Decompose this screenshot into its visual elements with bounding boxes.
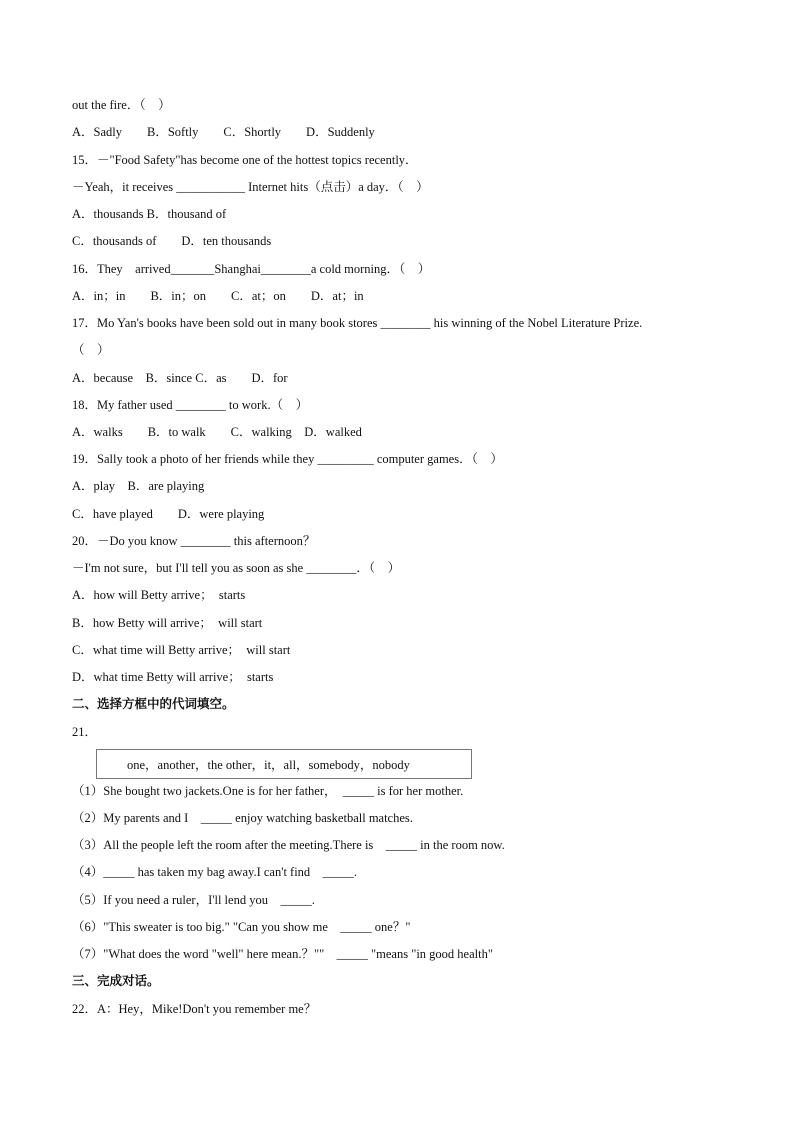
- q17-bracket: （ ）: [72, 343, 110, 357]
- q20-stem: 20．－Do you know ________ this afternoon？: [72, 534, 316, 548]
- q15-stem: 15．－"Food Safety"has become one of the hottest topics recently．: [72, 153, 418, 167]
- q16-stem: 16．They arrived_______Shanghai________a cold morning．（ ）: [72, 262, 431, 276]
- q20-option-c: C．what time will Betty arrive； will start: [72, 643, 291, 657]
- q20-option-d: D．what time Betty will arrive； starts: [72, 670, 274, 684]
- q15-options-cd: C．thousands of D．ten thousands: [72, 234, 272, 248]
- q21-number: 21．: [72, 725, 98, 739]
- q21-item-2: （2）My parents and I _____ enjoy watching basketball matches.: [72, 811, 413, 825]
- q21-item-1: （1）She bought two jackets.One is for her father， _____ is for her mother.: [72, 784, 464, 798]
- q21-item-5: （5）If you need a ruler，I'll lend you _____.: [72, 893, 315, 907]
- q15-options-ab: A．thousands B．thousand of: [72, 207, 227, 221]
- q20-option-b: B．how Betty will arrive； will start: [72, 616, 263, 630]
- q20-response: －I'm not sure，but I'll tell you as soon as she ________．（ ）: [72, 561, 401, 575]
- section-3-heading: 三、完成对话。: [72, 973, 160, 988]
- q16-options: A．in；in B．in；on C．at；on D．at；in: [72, 289, 364, 303]
- q21-item-3: （3）All the people left the room after the meeting.There is _____ in the room now.: [72, 838, 505, 852]
- q19-options-cd: C．have played D．were playing: [72, 507, 265, 521]
- q18-stem: 18．My father used ________ to work.（ ）: [72, 398, 309, 412]
- q14-options: A．Sadly B．Softly C．Shortly D．Suddenly: [72, 125, 375, 139]
- q14-line-end: out the fire．（ ）: [72, 98, 171, 112]
- section-2-heading: 二、选择方框中的代词填空。: [72, 696, 235, 711]
- q17-options: A．because B．since C．as D．for: [72, 371, 288, 385]
- q21-item-4: （4）_____ has taken my bag away.I can't find _____.: [72, 865, 358, 879]
- q15-response: －Yeah，it receives ___________ Internet hits（点击）a day．（ ）: [72, 180, 429, 194]
- q20-option-a: A．how will Betty arrive； starts: [72, 588, 246, 602]
- q22-line: 22．A：Hey，Mike!Don't you remember me？: [72, 1002, 317, 1016]
- q19-stem: 19．Sally took a photo of her friends while they _________ computer games．（ ）: [72, 452, 503, 466]
- word-box-text: one，another，the other，it，all，somebody，nobody: [127, 758, 410, 772]
- word-box: [96, 749, 472, 779]
- q19-options-ab: A．play B．are playing: [72, 479, 205, 493]
- q18-options: A．walks B．to walk C．walking D．walked: [72, 425, 362, 439]
- q21-item-7: （7）"What does the word "well" here mean.？"" _____ "means "in good health": [72, 947, 493, 961]
- q21-item-6: （6）"This sweater is too big." "Can you show me _____ one？": [72, 920, 411, 934]
- q17-stem: 17．Mo Yan's books have been sold out in many book stores ________ his winning of the Nobel Literature Prize.: [72, 316, 643, 330]
